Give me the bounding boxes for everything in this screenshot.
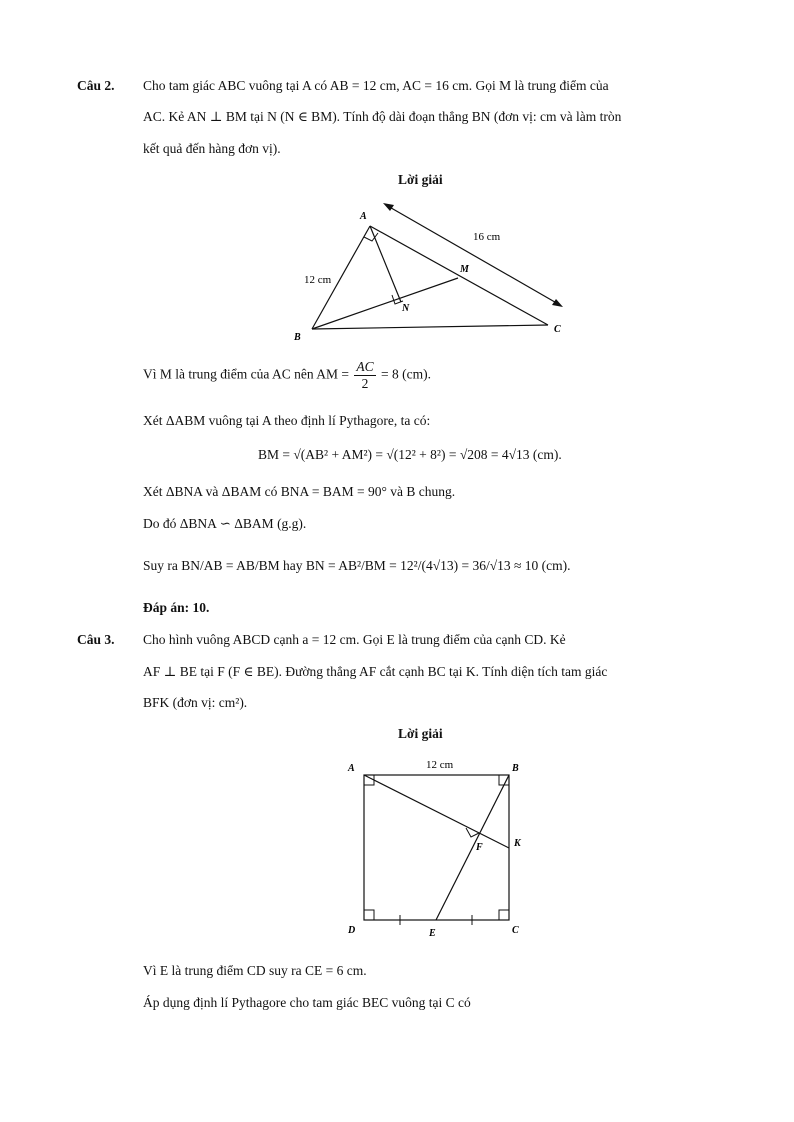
question-3-solution-heading: Lời giải: [398, 726, 443, 741]
fraction-ac-over-2: [354, 359, 375, 392]
question-3-line-1: Cho hình vuông ABCD cạnh a = 12 cm. Gọi E là trung điểm của cạnh CD. Kẻ: [143, 632, 566, 647]
q2-solution-step-3: BM = √(AB² + AM²) = √(12² + 8²) = √208 = 4√13 (cm).: [258, 447, 562, 462]
q2-answer: Đáp án: 10.: [143, 600, 210, 615]
question-3-number: Câu 3.: [77, 632, 115, 647]
label-M: M: [460, 264, 469, 275]
q2-step-1-result: = 8 (cm).: [380, 366, 431, 382]
label-length-ac: 16 cm: [473, 231, 501, 243]
label-C: C: [512, 925, 519, 936]
label-E: E: [429, 928, 436, 939]
label-length-ab: 12 cm: [304, 274, 332, 286]
q3-solution-step-1: Vì E là trung điểm CD suy ra CE = 6 cm.: [143, 963, 367, 978]
label-length-ab: 12 cm: [426, 759, 454, 771]
question-2-line-1: Cho tam giác ABC vuông tại A có AB = 12 cm, AC = 16 cm. Gọi M là trung điểm của: [143, 78, 609, 93]
label-D: D: [348, 925, 356, 936]
q2-step-1-text: Vì M là trung điểm của AC nên AM =: [143, 366, 349, 382]
question-2-line-3: kết quả đến hàng đơn vị).: [143, 141, 281, 156]
label-B: B: [294, 332, 301, 343]
fraction-numerator: AC: [356, 359, 374, 374]
q2-solution-step-1: [143, 359, 431, 392]
label-K: K: [514, 838, 521, 849]
label-B: B: [512, 763, 519, 774]
q2-solution-step-5: Do đó ΔBNA ∽ ΔBAM (g.g).: [143, 516, 307, 531]
q3-solution-step-2: Áp dụng định lí Pythagore cho tam giác BEC vuông tại C có: [143, 995, 471, 1010]
question-3-square-figure: [340, 755, 540, 940]
label-A: A: [360, 211, 367, 222]
label-N: N: [402, 303, 410, 314]
question-2-triangle-figure: [290, 195, 580, 345]
fraction-denominator: 2: [361, 376, 369, 391]
q2-solution-step-6: Suy ra BN/AB = AB/BM hay BN = AB²/BM = 12²/(4√13) = 36/√13 ≈ 10 (cm).: [143, 558, 571, 573]
label-F: F: [476, 842, 483, 853]
q2-solution-step-4: Xét ΔBNA và ΔBAM có BNA = BAM = 90° và B chung.: [143, 484, 456, 499]
label-C: C: [554, 324, 561, 335]
question-2-number: Câu 2.: [77, 78, 115, 93]
label-A: A: [348, 763, 355, 774]
q2-solution-step-2: Xét ΔABM vuông tại A theo định lí Pythagore, ta có:: [143, 413, 431, 428]
question-2-solution-heading: Lời giải: [398, 172, 443, 187]
question-2-line-2: AC. Kẻ AN ⊥ BM tại N (N ∈ BM). Tính độ dài đoạn thẳng BN (đơn vị: cm và làm tròn: [143, 109, 622, 124]
question-3-line-3: BFK (đơn vị: cm²).: [143, 695, 248, 710]
question-3-line-2: AF ⊥ BE tại F (F ∈ BE). Đường thẳng AF cắt cạnh BC tại K. Tính diện tích tam giác: [143, 664, 608, 679]
